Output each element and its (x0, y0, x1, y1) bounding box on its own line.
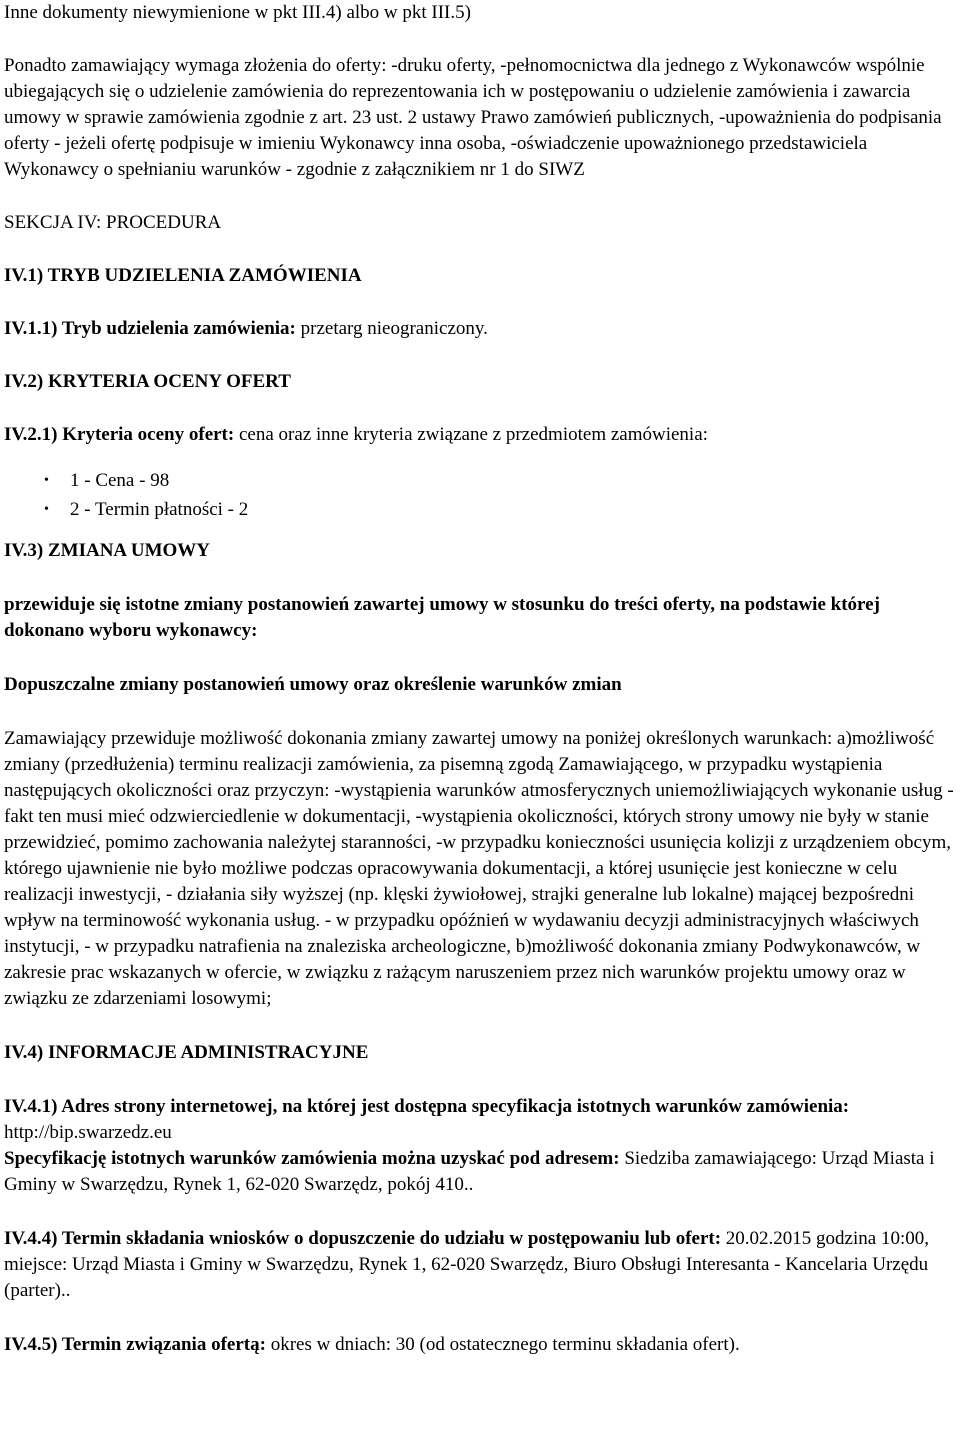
section-iv-title: SEKCJA IV: PROCEDURA (4, 212, 222, 233)
iv44-value: 20.02.2015 godzina 10:00, miejsce: Urząd Miasta i Gminy w Swarzędzu, Rynek 1, 62-020 Swarzędz, Biuro Obsługi Interesanta - Kancelaria Urzędu (parter).. (4, 1228, 929, 1301)
iv41-value: http://bip.swarzedz.eu (4, 1122, 172, 1143)
iv41-label: IV.4.1) Adres strony internetowej, na której jest dostępna specyfikacja istotnych warunków zamówienia: (4, 1096, 850, 1117)
iv11-value: przetarg nieograniczony. (300, 318, 488, 339)
iv2-heading: IV.2) KRYTERIA OCENY OFERT (4, 371, 291, 392)
criterion-text: 2 - Termin płatności - 2 (70, 499, 249, 520)
iv45-line (4, 1332, 956, 1358)
iv11-line (4, 316, 956, 342)
iv44-label: IV.4.4) Termin składania wniosków o dopuszczenie do udziału w postępowaniu lub ofert: (4, 1228, 722, 1249)
iv3-intro: przewiduje się istotne zmiany postanowień zawartej umowy w stosunku do treści oferty, na podstawie której dokonano wyboru wykonawcy: (4, 594, 880, 641)
iv21-label: IV.2.1) Kryteria oceny ofert: (4, 424, 235, 445)
list-item (44, 495, 956, 524)
bullet-icon: • (44, 473, 49, 488)
spec-label: Specyfikację istotnych warunków zamówienia można uzyskać pod adresem: (4, 1148, 620, 1169)
iv41-line (4, 1094, 956, 1146)
criteria-list (4, 466, 956, 524)
bullet-icon: • (44, 502, 49, 517)
additional-documents-paragraph: Ponadto zamawiający wymaga złożenia do oferty: -druku oferty, -pełnomocnictwa dla jednego z Wykonawców wspólnie ubiegających się o udzielenie zamówienia do reprezentowania ich w postępowaniu o udzielenie zamówienia i zawarcia umowy w sprawie zamówienia zgodnie z art. 23 ust. 2 ustawy Prawo zamówień publicznych, -upoważnienia do podpisania oferty - jeżeli ofertę podpisuje w imieniu Wykonawcy inna osoba, -oświadczenie upoważnionego przedstawiciela Wykonawcy o spełnianiu warunków - zgodnie z załącznikiem nr 1 do SIWZ (4, 55, 942, 180)
criterion-text: 1 - Cena - 98 (70, 470, 170, 491)
list-item (44, 466, 956, 495)
iv21-line (4, 422, 956, 448)
iv4-heading: IV.4) INFORMACJE ADMINISTRACYJNE (4, 1042, 369, 1063)
iv21-value: cena oraz inne kryteria związane z przedmiotem zamówienia: (238, 424, 708, 445)
iv3-body: Zamawiający przewiduje możliwość dokonania zmiany zawartej umowy na poniżej określonych warunkach: a)możliwość zmiany (przedłużenia) terminu realizacji zamówienia, za pisemną zgodą Zamawiającego, w przypadku wystąpienia następujących okoliczności oraz przyczyn: -wystąpienia warunków atmosferycznych uniemożliwiających wykonanie usług - fakt ten musi mieć odzwierciedlenie w dokumentacji, -wystąpienia okoliczności, których strony umowy nie były w stanie przewidzieć, pomimo zachowania należytej staranności, -w przypadku konieczności usunięcia kolizji z urządzeniem obcym, którego ujawnienie nie było możliwe podczas opracowywania dokumentacji, a której usunięcie jest konieczne w celu realizacji inwestycji, - działania siły wyższej (np. klęski żywiołowej, strajki generalne lub lokalne) mającej bezpośredni wpływ na terminowość wykonania usług. - w przypadku opóźnień w wydawaniu decyzji administracyjnych właściwych instytucji, - w przypadku natrafienia na znaleziska archeologiczne, b)możliwość dokonania zmiany Podwykonawców, w zakresie prac wskazanych w ofercie, w związku z rażącym naruszeniem przez nich warunków projektu umowy oraz w związku ze zdarzeniami losowymi; (4, 728, 954, 1009)
iv45-value: okres w dniach: 30 (od ostatecznego terminu składania ofert). (270, 1334, 740, 1355)
spec-value: Siedziba zamawiającego: Urząd Miasta i Gminy w Swarzędzu, Rynek 1, 62-020 Swarzędz, pokój 410.. (4, 1148, 935, 1195)
spec-line (4, 1146, 956, 1198)
iv11-label: IV.1.1) Tryb udzielenia zamówienia: (4, 318, 296, 339)
iv3-heading: IV.3) ZMIANA UMOWY (4, 540, 211, 561)
iv45-label: IV.4.5) Termin związania ofertą: (4, 1334, 266, 1355)
top-line: Inne dokumenty niewymienione w pkt III.4) albo w pkt III.5) (4, 2, 471, 23)
iv44-line (4, 1226, 956, 1304)
iv1-heading: IV.1) TRYB UDZIELENIA ZAMÓWIENIA (4, 265, 362, 286)
iv3-subheading: Dopuszczalne zmiany postanowień umowy oraz określenie warunków zmian (4, 674, 622, 695)
